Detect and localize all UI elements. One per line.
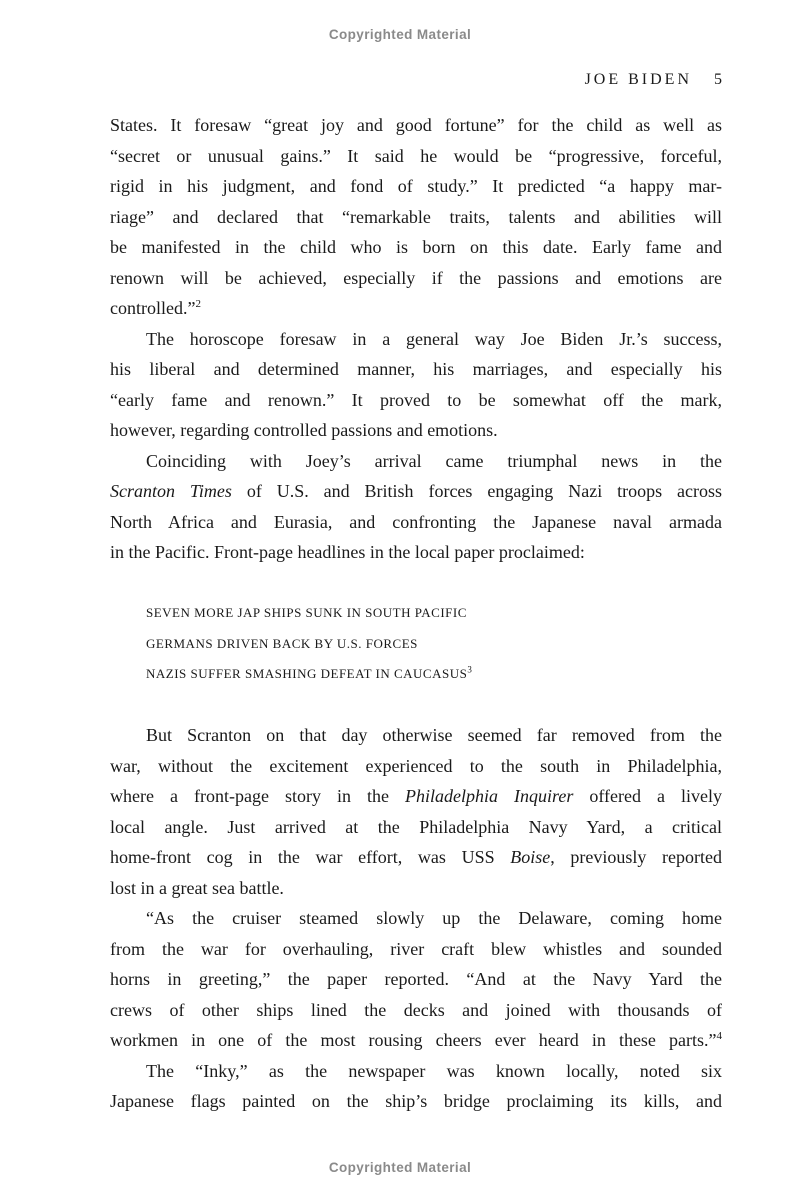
text-segment: “As the cruiser steamed slowly up the Delaware, coming home xyxy=(146,908,722,928)
text-segment: workmen in one of the most rousing cheers ever heard in these parts.” xyxy=(110,1030,717,1050)
text-line xyxy=(110,202,722,233)
text-line xyxy=(110,842,722,873)
copyright-notice-bottom: Copyrighted Material xyxy=(328,1160,472,1175)
text-line xyxy=(110,293,722,324)
italic-text: Philadelphia Inquirer xyxy=(405,786,574,806)
headline-line xyxy=(146,659,722,690)
text-line xyxy=(110,232,722,263)
paragraph xyxy=(110,110,722,324)
footnote-marker: 2 xyxy=(195,298,201,310)
text-segment: NAZIS SUFFER SMASHING DEFEAT IN CAUCASUS xyxy=(146,666,468,681)
text-segment: North Africa and Eurasia, and confronting the Japanese naval armada xyxy=(110,511,722,532)
headline-line xyxy=(146,598,722,629)
text-segment: SEVEN MORE JAP SHIPS SUNK IN SOUTH PACIFIC xyxy=(146,605,467,620)
text-line xyxy=(110,171,722,202)
text-line xyxy=(110,263,722,294)
text-segment: offered a lively xyxy=(573,786,722,806)
text-segment: where a front-page story in the xyxy=(110,786,405,806)
text-segment: GERMANS DRIVEN BACK BY U.S. FORCES xyxy=(146,635,418,651)
text-segment: Japanese flags painted on the ship’s bridge proclaiming its kills, and xyxy=(110,1091,722,1111)
text-line xyxy=(110,476,722,507)
text-segment: however, regarding controlled passions and emotions. xyxy=(110,420,498,440)
text-segment: The “Inky,” as the newspaper was known locally, noted six xyxy=(146,1060,722,1081)
text-segment: The horoscope foresaw in a general way Joe Biden Jr.’s success, xyxy=(146,328,722,349)
text-line xyxy=(110,446,722,477)
headline-line xyxy=(146,629,722,660)
footnote-marker: 3 xyxy=(467,664,473,675)
page-number: 5 xyxy=(714,71,722,88)
text-line xyxy=(110,812,722,843)
text-segment: be manifested in the child who is born on this date. Early fame and xyxy=(110,237,722,257)
text-segment: his liberal and determined manner, his marriages, and especially his xyxy=(110,359,722,379)
running-head-title: JOE BIDEN xyxy=(584,71,692,88)
text-segment: rigid in his judgment, and fond of study.” It predicted “a happy mar- xyxy=(110,176,722,196)
paragraph xyxy=(110,903,722,1056)
text-line xyxy=(110,995,722,1026)
text-segment: riage” and declared that “remarkable traits, talents and abilities will xyxy=(110,206,722,227)
text-line xyxy=(110,415,722,446)
text-segment: war, without the excitement experienced to the south in Philadelphia, xyxy=(110,755,722,776)
copyright-notice-top: Copyrighted Material xyxy=(328,27,472,42)
italic-text: Boise xyxy=(510,847,551,867)
text-segment: in the Pacific. Front-page headlines in the local paper proclaimed: xyxy=(110,542,585,562)
text-line xyxy=(110,110,722,141)
text-line xyxy=(110,385,722,416)
text-line xyxy=(110,934,722,965)
text-segment: controlled.” xyxy=(110,298,196,318)
text-segment: from the war for overhauling, river craft blew whistles and sounded xyxy=(110,938,722,959)
paragraph xyxy=(110,324,722,446)
footnote-marker: 4 xyxy=(716,1030,722,1042)
text-segment: “secret or unusual gains.” It said he would be “progressive, forceful, xyxy=(110,145,722,166)
text-segment: , previously reported xyxy=(550,847,722,867)
text-segment: But Scranton on that day otherwise seemed far removed from the xyxy=(146,725,722,745)
text-line xyxy=(110,781,722,812)
text-segment: home-front cog in the war effort, was USS xyxy=(110,847,511,867)
text-segment: renown will be achieved, especially if the passions and emotions are xyxy=(110,267,722,288)
text-line xyxy=(110,903,722,934)
text-line xyxy=(110,720,722,751)
paragraph xyxy=(110,1056,722,1117)
text-segment: horns in greeting,” the paper reported. “And at the Navy Yard the xyxy=(110,969,722,989)
text-segment: lost in a great sea battle. xyxy=(110,877,284,898)
text-segment: States. It foresaw “great joy and good fortune” for the child as well as xyxy=(110,115,722,135)
italic-text: Scranton Times xyxy=(110,481,232,501)
body-text xyxy=(110,110,722,1117)
text-line xyxy=(110,964,722,995)
text-line xyxy=(110,141,722,172)
paragraph xyxy=(110,446,722,568)
text-line xyxy=(110,354,722,385)
paragraph xyxy=(110,720,722,903)
running-header xyxy=(585,71,722,89)
text-segment: crews of other ships lined the decks and joined with thousands of xyxy=(110,999,722,1020)
text-line xyxy=(110,1025,722,1056)
text-line xyxy=(110,1086,722,1117)
text-line xyxy=(110,537,722,568)
headline-block xyxy=(110,598,722,690)
text-segment: local angle. Just arrived at the Philadelphia Navy Yard, a critical xyxy=(110,816,722,837)
text-line xyxy=(110,873,722,904)
text-segment: of U.S. and British forces engaging Nazi troops across xyxy=(231,481,722,501)
text-line xyxy=(110,324,722,355)
text-line xyxy=(110,1056,722,1087)
text-line xyxy=(110,751,722,782)
text-segment: “early fame and renown.” It proved to be somewhat off the mark, xyxy=(110,389,722,410)
text-line xyxy=(110,507,722,538)
text-segment: Coinciding with Joey’s arrival came triumphal news in the xyxy=(146,450,722,471)
